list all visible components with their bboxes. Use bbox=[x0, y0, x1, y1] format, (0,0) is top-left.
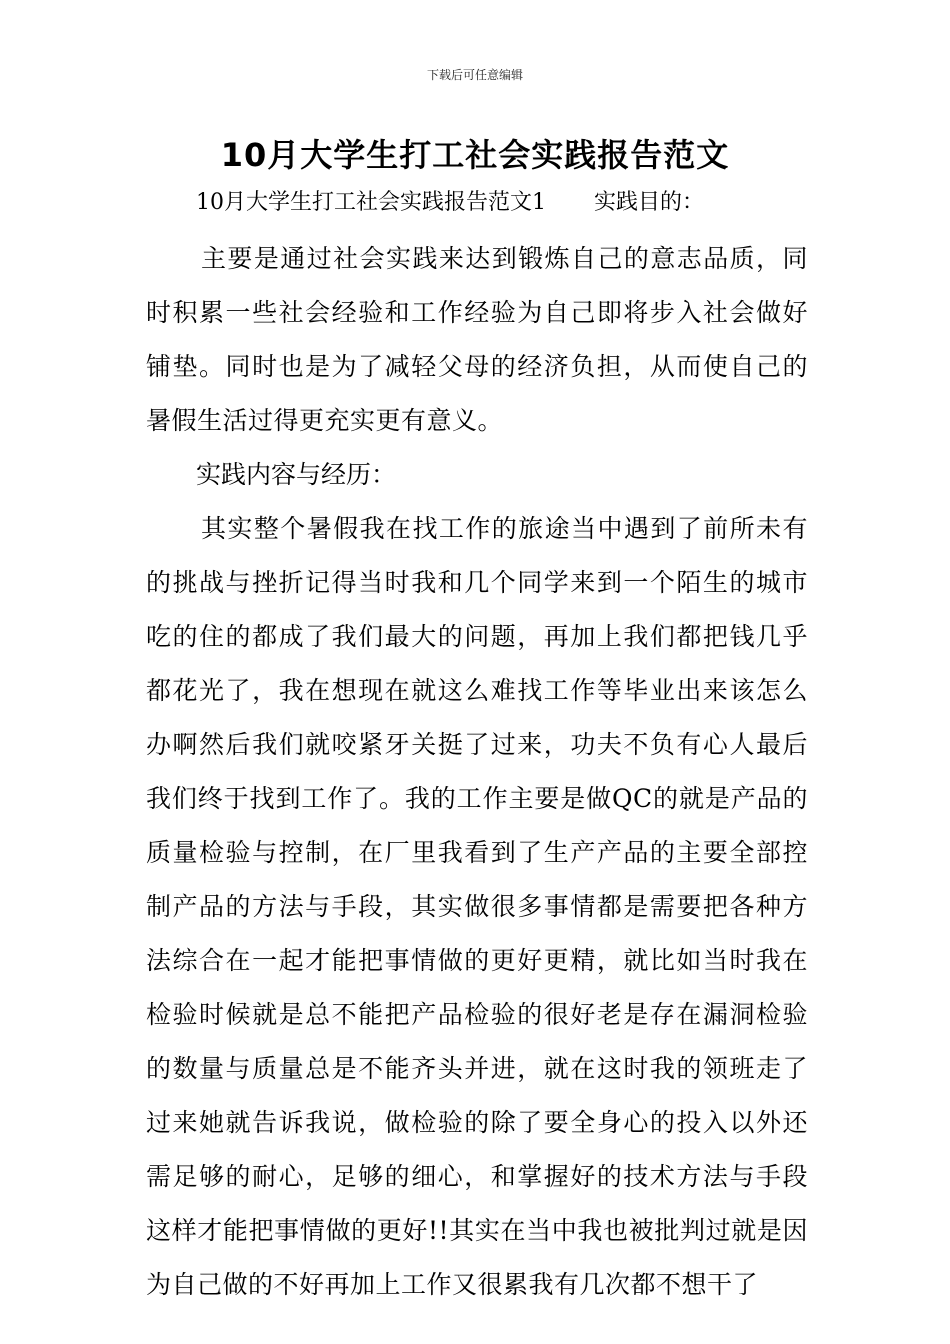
subtitle-text: 10月大学生打工社会实践报告范文1 bbox=[196, 190, 546, 215]
section-heading-content: 实践内容与经历： bbox=[196, 460, 397, 489]
paragraph-purpose: 主要是通过社会实践来达到锻炼自己的意志品质，同时积累一些社会经验和工作经验为自己即将步入社会做好铺垫。同时也是为了减轻父母的经济负担，从而使自己的暑假生活过得更充实更有意义。 bbox=[146, 244, 808, 435]
document-body bbox=[146, 232, 808, 1312]
subtitle-line bbox=[196, 185, 704, 216]
section-label-purpose: 实践目的： bbox=[594, 190, 705, 215]
header-note: 下载后可任意编辑 bbox=[426, 68, 523, 82]
document-title: 10月大学生打工社会实践报告范文 bbox=[220, 136, 730, 174]
paragraph-content: 其实整个暑假我在找工作的旅途当中遇到了前所未有的挑战与挫折记得当时我和几个同学来到一个陌生的城市吃的住的都成了我们最大的问题，再加上我们都把钱几乎都花光了，我在想现在就这么难找工作等毕业出来该怎么办啊然后我们就咬紧牙关挺了过来，功夫不负有心人最后我们终于找到工作了。我的工作主要是做QC的就是产品的质量检验与控制，在厂里我看到了生产产品的主要全部控制产品的方法与手段，其实做很多事情都是需要把各种方法综合在一起才能把事情做的更好更精，就比如当时我在检验时候就是总不能把产品检验的很好老是存在漏洞检验的数量与质量总是不能齐头并进，就在这时我的领班走了过来她就告诉我说，做检验的除了要全身心的投入以外还需足够的耐心，足够的细心，和掌握好的技术方法与手段这样才能把事情做的更好!!其实在当中我也被批判过就是因为自己做的不好再加上工作又很累我有几次都不想干了 bbox=[146, 514, 808, 1299]
